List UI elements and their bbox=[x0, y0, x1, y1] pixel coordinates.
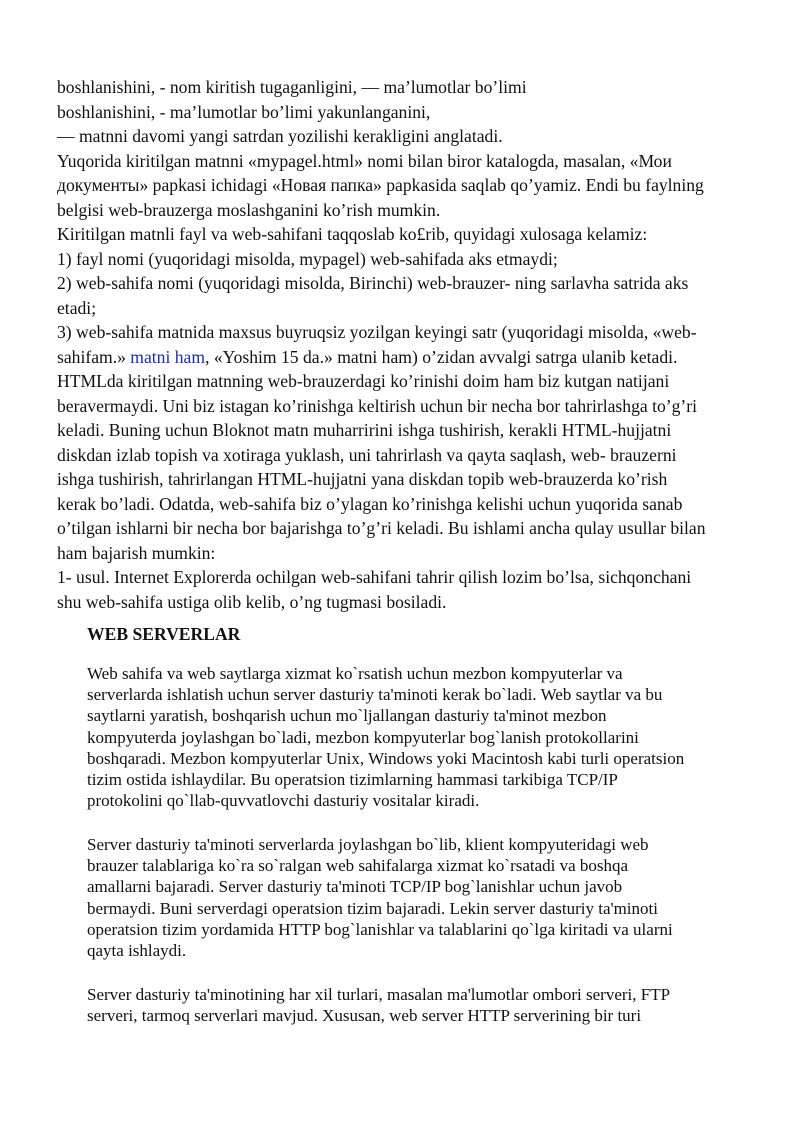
web-server-paragraph bbox=[87, 984, 767, 1026]
text-line: boshqaradi. Mezbon kompyuterlar Unix, Windows yoki Macintosh kabi turli operatsion bbox=[87, 748, 685, 768]
text-line: Server dasturiy ta'minotining har xil turlari, masalan ma'lumotlar ombori serveri, FTP bbox=[87, 985, 671, 1004]
text-fragment: sahifam.» bbox=[57, 346, 131, 367]
text-line: Yuqorida kiritilgan matnni «mypagel.html» nomi bilan biror katalogda, masalan, «Мои bbox=[57, 150, 672, 171]
text-line: belgisi web-brauzerga moslashganini ko’rish mumkin. bbox=[57, 199, 441, 220]
text-line: Server dasturiy ta'minoti serverlarda joylashgan bo`lib, klient kompyuteridagi web bbox=[87, 835, 649, 854]
text-line: bermaydi. Buni serverdagi operatsion tizim bajaradi. Lekin server dasturiy ta'minoti bbox=[87, 898, 658, 918]
text-line: qayta ishlaydi. bbox=[87, 941, 187, 961]
text-line: 3) web-sahifa matnida maxsus buyruqsiz yozilgan keyingi satr (yuqoridagi misolda, «web- bbox=[57, 322, 697, 342]
text-line: diskdan izlab topish va xotiraga yuklash, uni tahrirlash va qayta saqlash, web- brauzerni bbox=[57, 444, 677, 465]
text-line: brauzer talablariga ko`ra so`ralgan web sahifalarga xizmat ko`rsatadi va boshqa bbox=[87, 856, 629, 876]
text-line: saytlarni yaratish, boshqarish uchun mo`ljallangan dasturiy ta'minot mezbon bbox=[87, 706, 607, 726]
text-line: kerak bo’ladi. Odatda, web-sahifa biz o’ylagan ko’rinishga kelishi uchun yuqorida sanab bbox=[57, 493, 683, 514]
text-line: tizim ostida ishlaydilar. Bu operatsion tizimlarning hammasi tarkibiga TCP/IP bbox=[87, 770, 618, 790]
text-line: serveri, tarmoq serverlari mavjud. Xususan, web server HTTP serverining bir turi bbox=[87, 1006, 642, 1026]
matni-ham-link[interactable]: matni ham bbox=[130, 346, 206, 367]
text-line: HTMLda kiritilgan matnning web-brauzerdagi ko’rinishi doim ham biz kutgan natijani bbox=[57, 371, 670, 391]
intro-text-block bbox=[57, 75, 757, 614]
text-line: boshlanishini, - ma’lumotlar bo’limi yakunlanganini, bbox=[57, 101, 431, 122]
text-line: keladi. Buning uchun Bloknot matn muharririni ishga tushirish, kerakli HTML-hujjatni bbox=[57, 420, 672, 440]
text-fragment: , «Yoshim 15 da.» matni ham) o’zidan avvalgi satrga ulanib ketadi. bbox=[205, 346, 678, 367]
text-line: shu web-sahifa ustiga olib kelib, o’ng tugmasi bosiladi. bbox=[57, 591, 447, 612]
web-server-paragraph bbox=[87, 663, 767, 811]
text-line: beravermaydi. Uni biz istagan ko’rinishga keltirish uchun bir necha bor tahrirlashga to’g’ri bbox=[57, 395, 698, 416]
text-line: etadi; bbox=[57, 297, 97, 318]
web-server-paragraph bbox=[87, 834, 767, 961]
text-line: boshlanishini, - nom kiritish tugaganligini, — ma’lumotlar bo’limi bbox=[57, 77, 527, 97]
text-line: o’tilgan ishlarni bir necha bor bajarishga to’g’ri keladi. Bu ishlami ancha qulay usullar bilan bbox=[57, 518, 706, 538]
text-line: ishga tushirish, tahrirlangan HTML-hujjatni yana diskdan topib web-brauzerda ko’rish bbox=[57, 469, 668, 489]
text-line: protokolini qo`llab-quvvatlovchi dasturiy vositalar kiradi. bbox=[87, 791, 480, 811]
text-line: ham bajarish mumkin: bbox=[57, 542, 216, 563]
text-line-with-link bbox=[57, 345, 757, 370]
section-heading: WEB SERVERLAR bbox=[87, 624, 241, 644]
text-line: amallarni bajaradi. Server dasturiy ta'minoti TCP/IP bog`lanishlar uchun javob bbox=[87, 877, 623, 897]
text-line: Web sahifa va web saytlarga xizmat ko`rsatish uchun mezbon kompyuterlar va bbox=[87, 664, 623, 683]
text-line: 2) web-sahifa nomi (yuqoridagi misolda, Birinchi) web-brauzer- ning sarlavha satrida aks bbox=[57, 273, 689, 293]
text-line: Kiritilgan matnli fayl va web-sahifani taqqoslab ko£rib, quyidagi xulosaga kelamiz: bbox=[57, 224, 648, 244]
text-line: 1- usul. Internet Explorerda ochilgan web-sahifani tahrir qilish lozim bo’lsa, sichqonchani bbox=[57, 567, 692, 587]
text-line: 1) fayl nomi (yuqoridagi misolda, mypagel) web-sahifada aks etmaydi; bbox=[57, 248, 558, 269]
text-line: operatsion tizim yordamida HTTP bog`lanishlar va talablarini qo`lga kiritadi va ularni bbox=[87, 919, 673, 939]
text-line: — matnni davomi yangi satrdan yozilishi kerakligini anglatadi. bbox=[57, 126, 503, 146]
text-line: serverlarda ishlatish uchun server dasturiy ta'minoti kerak bo`ladi. Web saytlar va bu bbox=[87, 685, 663, 705]
text-line: документы» papkasi ichidagi «Новая папка» papkasida saqlab qo’yamiz. Endi bu faylning bbox=[57, 175, 704, 195]
text-line: kompyuterda joylashgan bo`ladi, mezbon kompyuterlar bog`lanish protokollarini bbox=[87, 727, 639, 747]
